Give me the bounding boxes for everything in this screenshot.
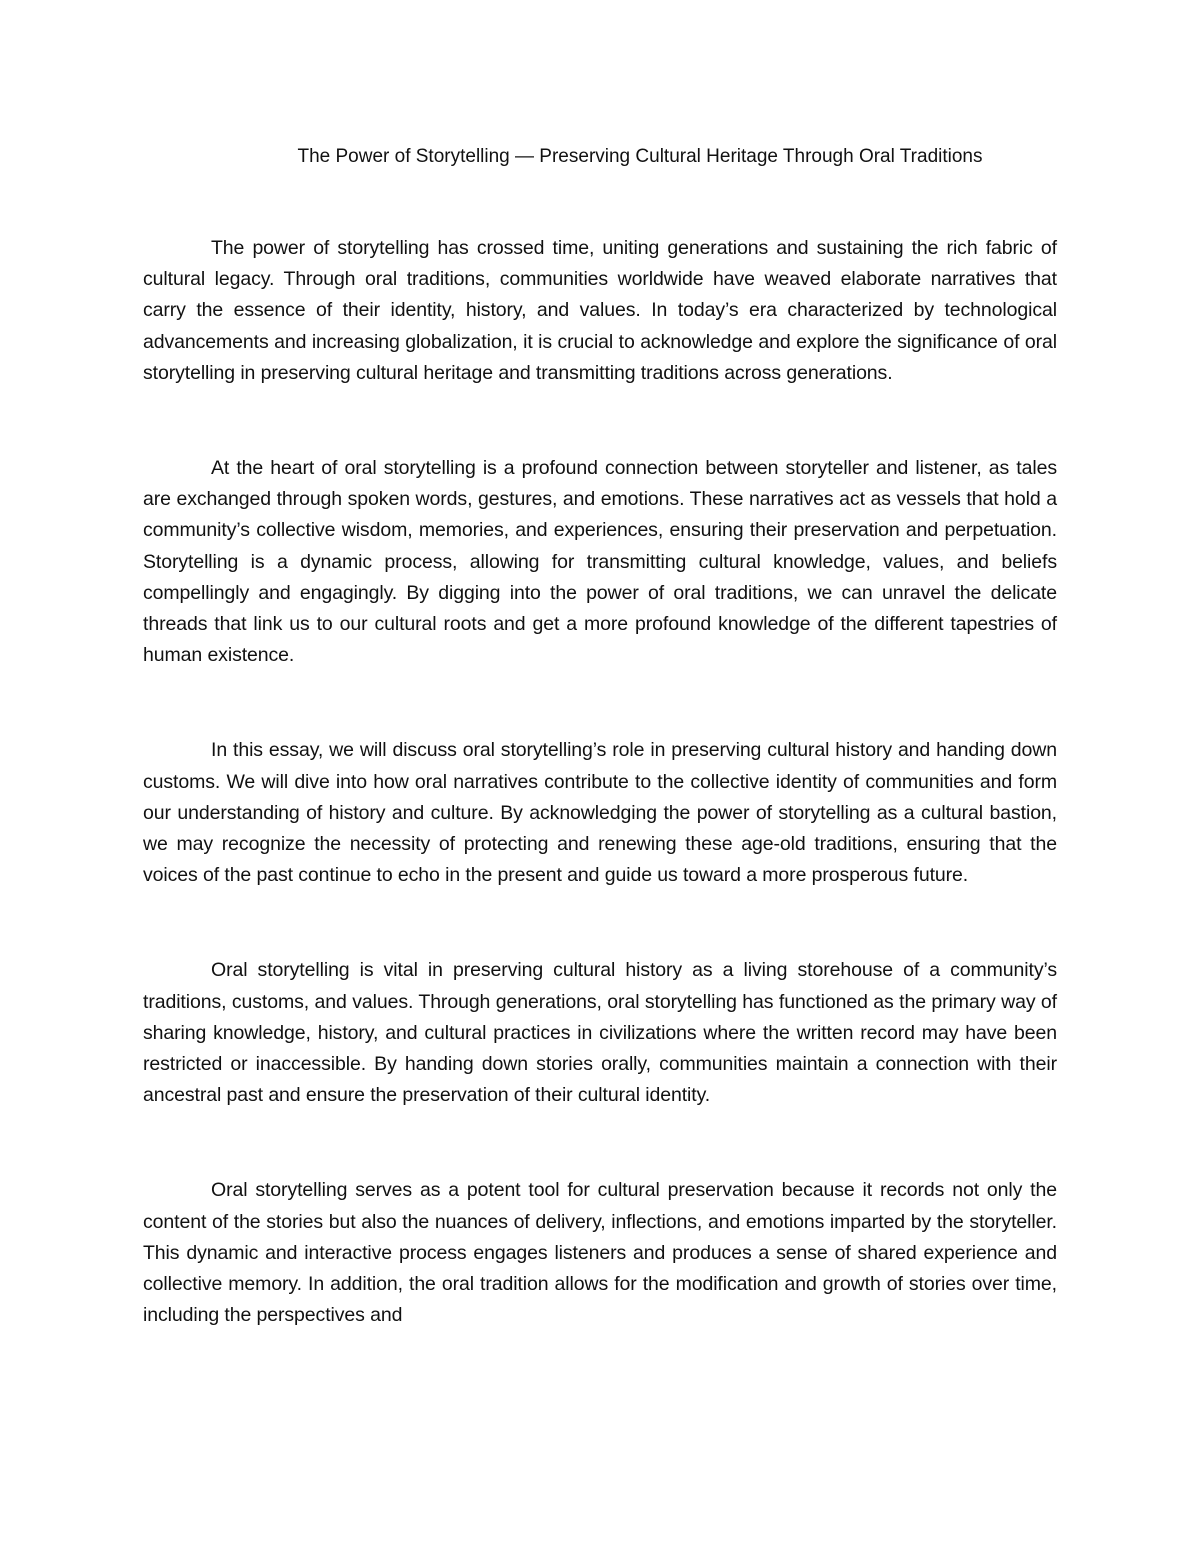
document-title: The Power of Storytelling — Preserving Cultural Heritage Through Oral Traditions (297, 146, 983, 167)
paragraph-4: Oral storytelling is vital in preserving cultural history as a living storehouse of a community’s traditions, customs, and values. Through generations, oral storytelling has functioned as the primary way of sharing knowledge, history, and cultural practices in civilizations where the written record may have been restricted or inaccessible. By handing down stories orally, communities maintain a connection with their ancestral past and ensure the preservation of their cultural identity. (143, 959, 1057, 1107)
paragraph-5: Oral storytelling serves as a potent tool for cultural preservation because it records not only the content of the stories but also the nuances of delivery, inflections, and emotions imparted by the storyteller. This dynamic and interactive process engages listeners and produces a sense of shared experience and collective memory. In addition, the oral tradition allows for the modification and growth of stories over time, including the perspectives and (143, 1179, 1057, 1327)
paragraph-2: At the heart of oral storytelling is a profound connection between storyteller and listener, as tales are exchanged through spoken words, gestures, and emotions. These narratives act as vessels that hold a community’s collective wisdom, memories, and experiences, ensuring their preservation and perpetuation. Storytelling is a dynamic process, allowing for transmitting cultural knowledge, values, and beliefs compellingly and engagingly. By digging into the power of oral traditions, we can unravel the delicate threads that link us to our cultural roots and get a more profound knowledge of the different tapestries of human existence. (143, 457, 1057, 667)
document-body (143, 233, 1057, 1395)
paragraph-3: In this essay, we will discuss oral storytelling’s role in preserving cultural history and handing down customs. We will dive into how oral narratives contribute to the collective identity of communities and form our understanding of history and culture. By acknowledging the power of storytelling as a cultural bastion, we may recognize the necessity of protecting and renewing these age-old traditions, ensuring that the voices of the past continue to echo in the present and guide us toward a more prosperous future. (143, 739, 1057, 887)
paragraph-1: The power of storytelling has crossed time, uniting generations and sustaining the rich fabric of cultural legacy. Through oral traditions, communities worldwide have weaved elaborate narratives that carry the essence of their identity, history, and values. In today’s era characterized by technological advancements and increasing globalization, it is crucial to acknowledge and explore the significance of oral storytelling in preserving cultural heritage and transmitting traditions across generations. (143, 237, 1057, 384)
